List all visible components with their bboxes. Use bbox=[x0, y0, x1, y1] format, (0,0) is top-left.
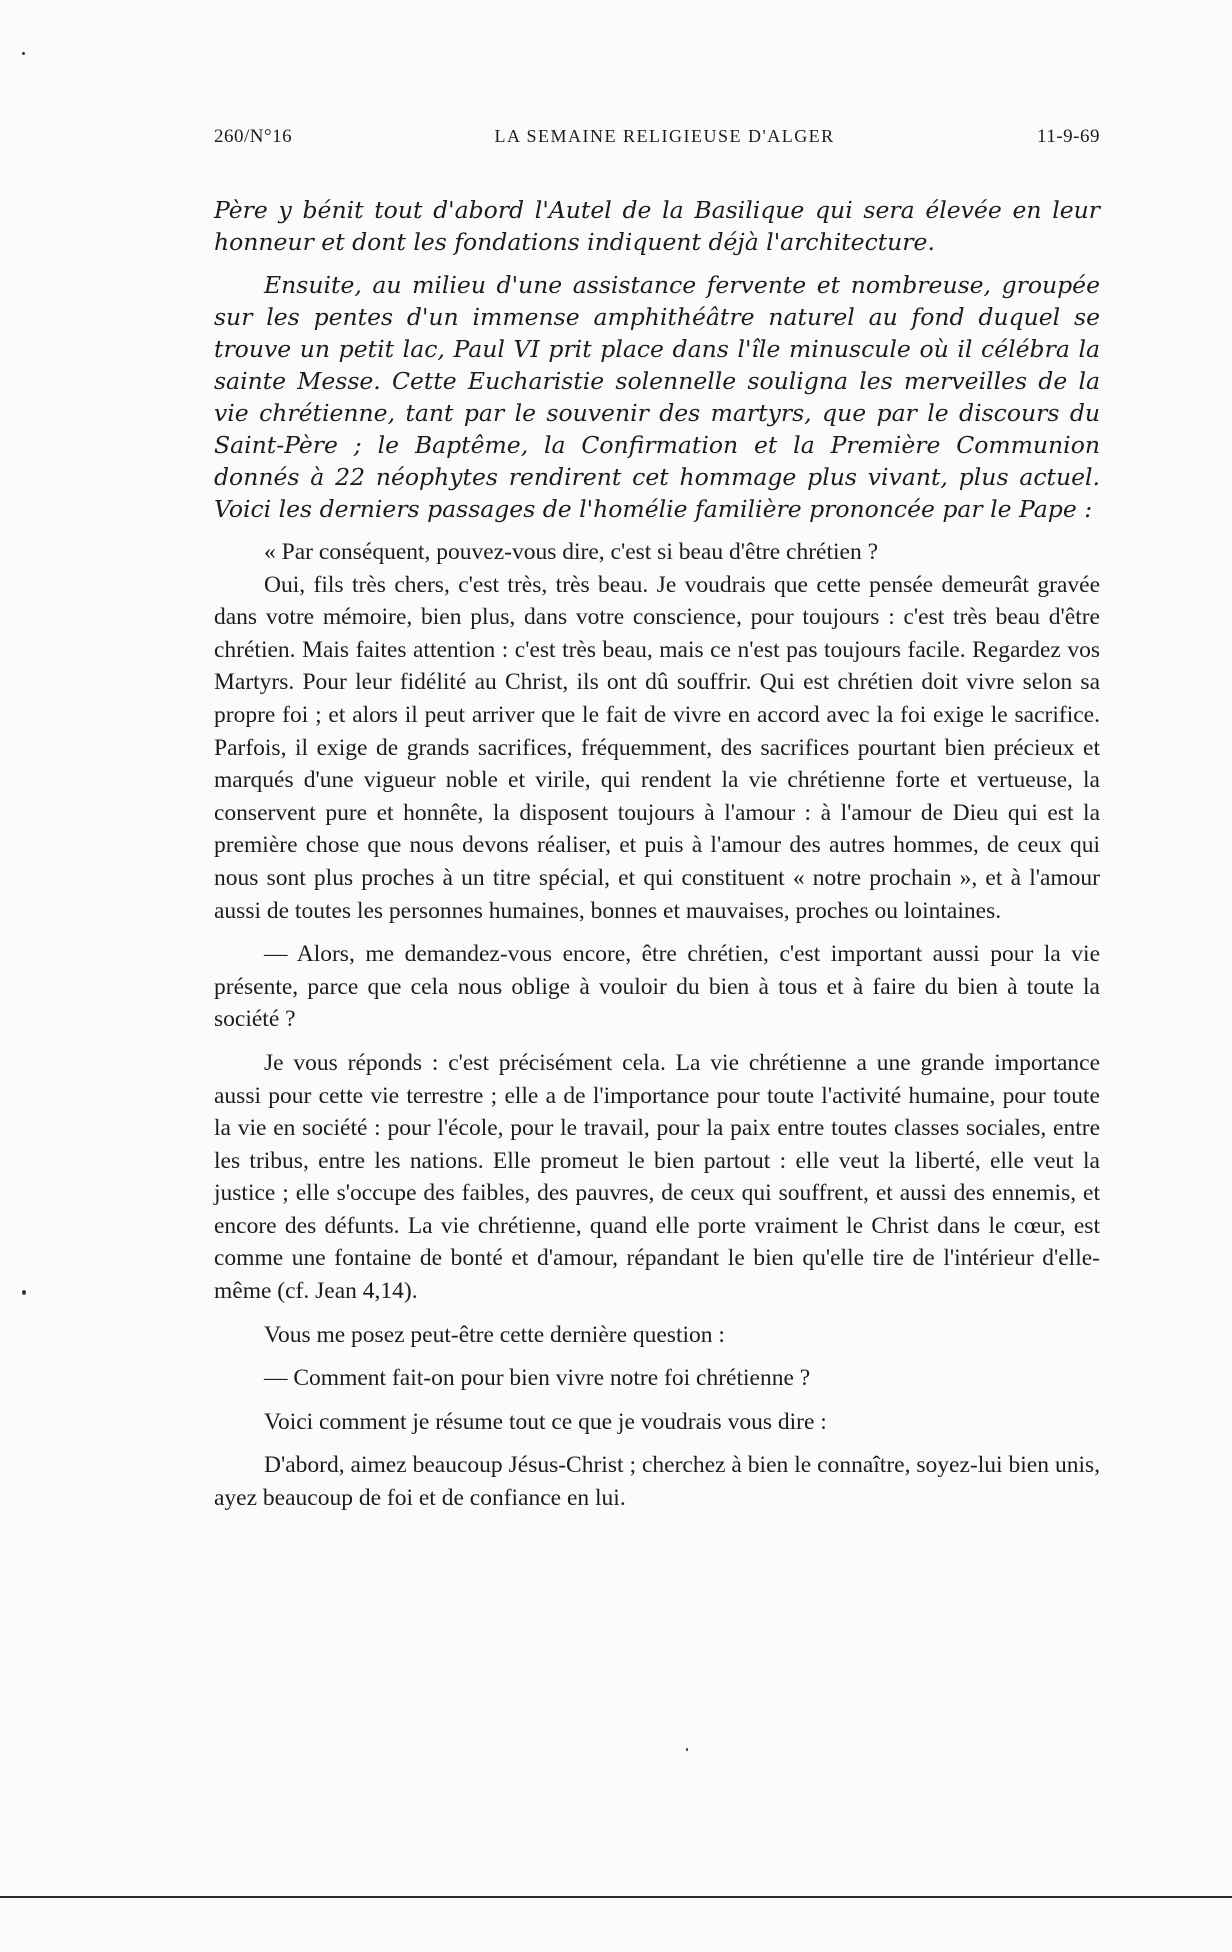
page-number: 260/N°16 bbox=[214, 126, 293, 147]
paragraph-6: Je vous réponds : c'est précisément cela. La vie chrétienne a une grande importance aussi pour cette vie terrestre ; elle a de l'importance pour toute l'activité humaine, pour toute la vie en société : pour l'école, pour le travail, pour la paix entre toutes classes sociales, entre les tribus, entre les nations. Elle promeut le bien partout : elle veut la liberté, elle veut la justice ; elle s'occupe des faibles, des pauvres, de ceux qui souffrent, et aussi des ennemis, et encore des défunts. La vie chrétienne, quand elle porte vraiment le Christ dans le cœur, est comme une fontaine de bonté et d'amour, répandant le bien qu'elle tire de l'intérieur d'elle-même (cf. Jean 4,14). bbox=[214, 1049, 1100, 1305]
page-header bbox=[214, 126, 1100, 156]
paragraph-3: « Par conséquent, pouvez-vous dire, c'est si beau d'être chrétien ? bbox=[264, 539, 879, 565]
issue-date: 11-9-69 bbox=[1037, 126, 1100, 147]
scan-speck bbox=[22, 52, 25, 55]
paragraph-8: — Comment fait-on pour bien vivre notre foi chrétienne ? bbox=[264, 1365, 811, 1392]
paragraph-4: Oui, fils très chers, c'est très, très beau. Je voudrais que cette pensée demeurât gravée dans votre mémoire, bien plus, dans votre conscience, pour toujours : c'est très beau d'être chrétien. Mais faites attention : c'est très beau, mais ce n'est pas toujours facile. Regardez vos Martyrs. Pour leur fidélité au Christ, ils ont dû souffrir. Qui est chrétien doit vivre selon sa propre foi ; et alors il peut arriver que le fait de vivre en accord avec la foi exige le sacrifice. Parfois, il exige de grands sacrifices, fréquemment, des sacrifices pourtant bien précieux et marqués d'une vigueur noble et virile, qui rendent la vie chrétienne forte et vertueuse, la conservent pure et honnête, la disposent toujours à l'amour : à l'amour de Dieu qui est la première chose que nous devons réaliser, et puis à l'amour des autres hommes, de ceux qui nous sont plus proches à un titre spécial, et qui constituent « notre prochain », et à l'amour aussi de toutes les personnes humaines, bonnes et mauvaises, proches ou lointaines. bbox=[214, 571, 1100, 924]
paragraph-1: Père y bénit tout d'abord l'Autel de la Basilique qui sera élevée en leur honneur et dont les fondations indiquent déjà l'architecture. bbox=[214, 196, 1100, 256]
bottom-rule bbox=[0, 1896, 1232, 1898]
paragraph-7: Vous me posez peut-être cette dernière question : bbox=[264, 1321, 725, 1348]
paragraph-2: Ensuite, au milieu d'une assistance fervente et nombreuse, groupée sur les pentes d'un immense amphithéâtre naturel au fond duquel se trouve un petit lac, Paul VI prit place dans l'île minuscule où il célébra la sainte Messe. Cette Eucharistie solennelle souligna les merveilles de la vie chrétienne, tant par le souvenir des martyrs, que par le discours du Saint-Père ; le Baptême, la Confirmation et la Première Communion donnés à 22 néophytes rendirent cet hommage plus vivant, plus actuel. Voici les derniers passages de l'homélie familière prononcée par le Pape : bbox=[214, 271, 1100, 523]
article-body bbox=[214, 194, 1100, 1515]
publication-title: LA SEMAINE RELIGIEUSE D'ALGER bbox=[494, 126, 835, 146]
scan-speck bbox=[22, 1290, 26, 1295]
paragraph-9: Voici comment je résume tout ce que je voudrais vous dire : bbox=[264, 1408, 827, 1435]
paragraph-5: — Alors, me demandez-vous encore, être chrétien, c'est important aussi pour la vie présente, parce que cela nous oblige à vouloir du bien à tous et à faire du bien à toute la société ? bbox=[214, 941, 1100, 1033]
scan-speck bbox=[686, 1748, 688, 1751]
paragraph-10: D'abord, aimez beaucoup Jésus-Christ ; cherchez à bien le connaître, soyez-lui bien unis, ayez beaucoup de foi et de confiance en lui. bbox=[214, 1452, 1100, 1512]
